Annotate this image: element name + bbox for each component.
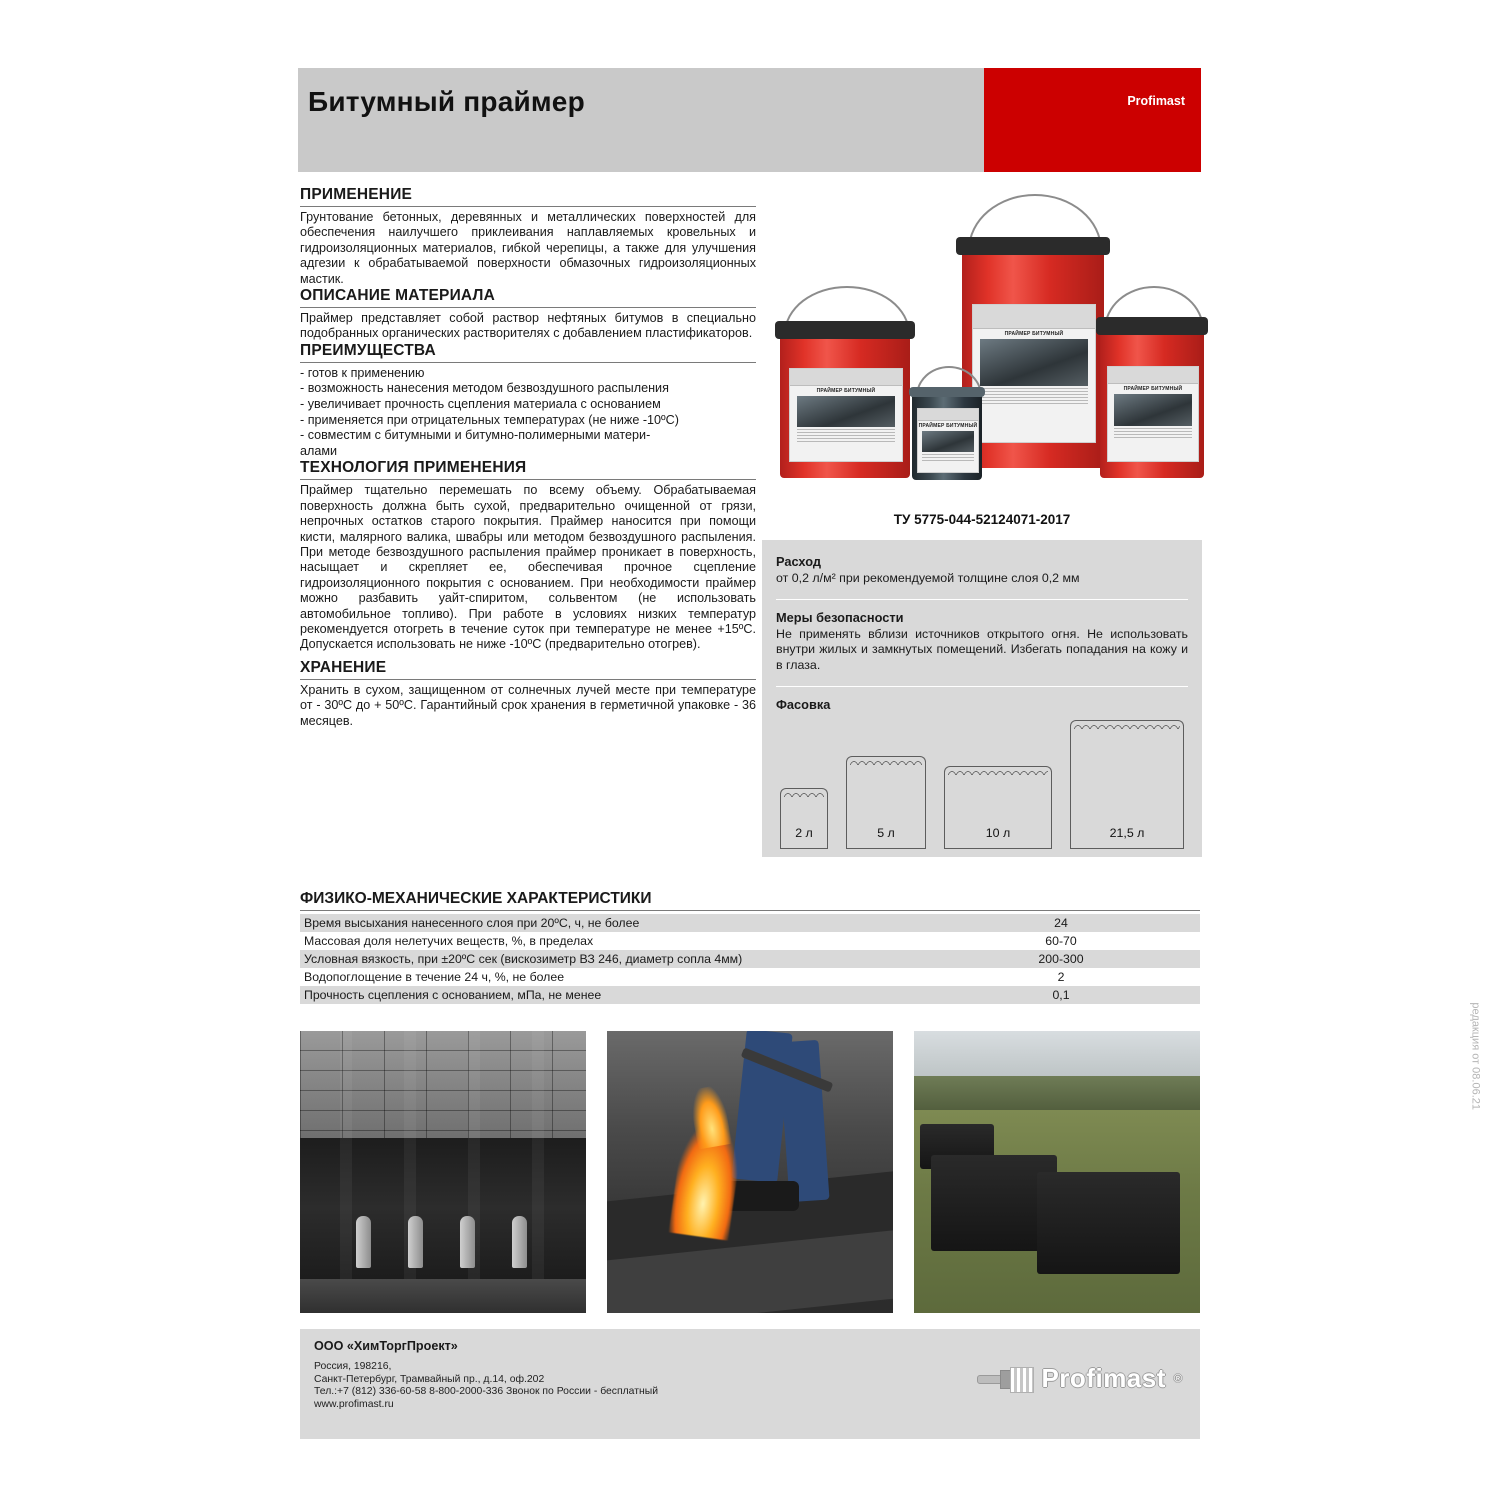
info-panel <box>762 540 1202 857</box>
photo-strip <box>300 1031 1200 1313</box>
label-photo <box>980 339 1087 386</box>
tu-code: ТУ 5775-044-52124071-2017 <box>893 512 1071 527</box>
spec-name: Массовая доля нелетучих веществ, %, в пределах <box>304 934 594 948</box>
info-panel-inner <box>762 540 1202 712</box>
label-header-strip <box>918 409 978 421</box>
spec-value: 24 <box>922 914 1200 932</box>
page-header <box>298 68 1201 172</box>
table-row <box>300 914 1200 932</box>
revision-note: редакция от 08.06.21 <box>1470 1002 1482 1110</box>
spec-name: Прочность сцепления с основанием, мПа, не менее <box>300 986 922 1004</box>
package-volume-label: 5 л <box>877 826 895 840</box>
company-name: ООО «ХимТоргПроект» <box>314 1339 458 1353</box>
section-heading-technology: ТЕХНОЛОГИЯ ПРИМЕНЕНИЯ <box>300 459 756 480</box>
section-text-description: Праймер представляет собой раствор нефтяных битумов в специально подобранных органических растворителях с добавлением пластификаторов. <box>300 311 756 341</box>
brand-name: Profimast <box>1127 94 1185 108</box>
spec-name: Водопоглощение в течение 24 ч, %, не более <box>304 970 565 984</box>
section-heading-description: ОПИСАНИЕ МАТЕРИАЛА <box>300 287 756 308</box>
package-can-10l <box>944 775 1052 849</box>
bucket-label <box>1107 366 1198 462</box>
table-row <box>300 968 1200 986</box>
consumption-text: от 0,2 л/м² при рекомендуемой толщине слоя 0,2 мм <box>776 571 1080 585</box>
section-heading-advantages: ПРЕИМУЩЕСТВА <box>300 342 756 363</box>
section-text-application: Грунтование бетонных, деревянных и металлических поверхностей для обеспечения наилучшего приклеивания наплавляемых кровельных и гидроизоляционных материалов, гибкой черепицы, а также для улучшения адгезии к обрабатываемой поверхности обмазочных гидроизоляционных мастик. <box>300 210 756 286</box>
section-text-storage: Хранить в сухом, защищенном от солнечных лучей месте при температуре от - 30ºС до + 50ºС. Гарантийный срок хранения в герметичной упаковке - 36 месяцев. <box>300 682 756 728</box>
consumption-heading: Расход <box>776 554 822 569</box>
photo-torch-application <box>607 1031 893 1313</box>
package-can-2l <box>780 797 828 849</box>
spec-name: Условная вязкость, при ±20ºС сек (вискозиметр ВЗ 246, диаметр сопла 4мм) <box>300 950 922 968</box>
address-line: Россия, 198216, <box>314 1361 392 1372</box>
spec-value: 60-70 <box>1045 934 1077 948</box>
photo-ground <box>300 1279 586 1313</box>
registered-trademark-icon: ® <box>1173 1372 1182 1385</box>
list-item: - готов к применению <box>300 365 425 380</box>
section-heading-storage: ХРАНЕНИЕ <box>300 659 756 680</box>
label-text-lines <box>922 454 975 461</box>
list-item: алами <box>300 443 338 458</box>
list-item: - совместим с битумными и битумно-полимерными матери- <box>300 428 651 443</box>
can-rim <box>846 756 927 766</box>
table-row <box>300 932 1200 950</box>
list-item: - возможность нанесения методом безвоздушного распыления <box>300 381 669 396</box>
specs-section <box>300 890 1200 1004</box>
paint-brush-icon <box>977 1366 1033 1392</box>
label-header-strip <box>973 305 1095 329</box>
tin-lid <box>909 387 985 397</box>
spec-value: 2 <box>1057 970 1065 984</box>
label-header-strip <box>1108 367 1197 384</box>
package-can-5l <box>846 765 926 849</box>
label-header-strip <box>790 369 902 386</box>
address-line: Тел.:+7 (812) 336-60-58 8-800-2000-336 Звонок по России - бесплатный <box>314 1386 659 1398</box>
specs-heading: ФИЗИКО-МЕХАНИЧЕСКИЕ ХАРАКТЕРИСТИКИ <box>300 890 1200 911</box>
list-item: - применяется при отрицательных температурах (не ниже -10ºС) <box>300 412 679 427</box>
package-volume-label: 10 л <box>985 826 1011 840</box>
label-title: ПРАЙМЕР БИТУМНЫЙ <box>1004 331 1064 338</box>
product-photo <box>762 218 1202 490</box>
section-text-technology: Праймер тщательно перемешать по всему объему. Обрабатываемая поверхность должна быть сухой, предварительно очищенной от грязи, непрочных остатков старого покрытия. Праймер наносится при помощи кисти, малярного валика, швабры или методом безвоздушного распыления. При методе безвоздушного распыления праймер проникает в поверхность, насыщает и скрепляет ее, обеспечивая прочное сцепление гидроизоляционного покрытия с основанием. При необходимости праймер можно разбавить уайт-спиритом, сольвентом (не использовать автомобильное топливо). При работе в условиях низких температур рекомендуется отогреть в течение суток при температуре не менее +15ºС. Допускается использовать не ниже -10ºС (предварительно отогрев). <box>300 483 756 652</box>
address-line: Санкт-Петербург, Трамвайный пр., д.14, оф.202 <box>314 1373 545 1385</box>
bucket-lid <box>775 321 915 339</box>
package-can-21l <box>1070 729 1184 849</box>
footer-logo <box>977 1363 1182 1394</box>
bucket-label <box>972 304 1096 444</box>
package-volume-label: 21,5 л <box>1109 826 1145 840</box>
bucket-lid <box>1096 317 1208 335</box>
company-address <box>314 1361 658 1411</box>
left-column <box>300 186 756 729</box>
safety-heading: Меры безопасности <box>776 610 904 626</box>
packaging-heading: Фасовка <box>776 696 831 712</box>
label-text-lines <box>797 429 895 442</box>
website-link[interactable]: www.profimast.ru <box>314 1398 394 1410</box>
bucket-lid <box>956 237 1109 255</box>
label-photo <box>922 431 975 453</box>
divider <box>776 686 1188 687</box>
packaging-sizes <box>776 709 1188 849</box>
header-gray-bar <box>298 68 988 172</box>
spec-value: 0,1 <box>922 986 1200 1004</box>
package-volume-label: 2 л <box>795 826 813 840</box>
page-footer <box>300 1329 1200 1439</box>
bucket-label <box>789 368 903 462</box>
spec-value: 200-300 <box>922 950 1200 968</box>
can-rim <box>1070 720 1185 730</box>
product-bucket-10l <box>780 330 910 478</box>
label-text-lines <box>1114 428 1193 438</box>
label-title: ПРАЙМЕР БИТУМНЫЙ <box>1123 385 1183 392</box>
photo-coated-block <box>1037 1172 1180 1274</box>
table-row <box>300 986 1200 1004</box>
photo-waterproofed-wall <box>300 1031 586 1313</box>
product-tin-2l <box>912 392 982 480</box>
specs-table <box>300 914 1200 1004</box>
logo-wordmark: Profimast <box>1041 1363 1166 1393</box>
can-rim <box>944 766 1053 776</box>
label-photo <box>1114 394 1193 426</box>
list-item: - увеличивает прочность сцепления материала с основанием <box>300 397 661 412</box>
divider <box>776 599 1188 600</box>
advantages-list <box>300 366 756 460</box>
product-bucket-21l <box>962 246 1104 468</box>
table-row <box>300 950 1200 968</box>
spec-name: Время высыхания нанесенного слоя при 20ºС, ч, не более <box>300 914 922 932</box>
section-heading-application: ПРИМЕНЕНИЕ <box>300 186 756 207</box>
safety-text: Не применять вблизи источников открытого огня. Не использовать внутри жилых и замкнутых помещений. Избегать попадания на кожу и в глаза. <box>776 627 1188 672</box>
brand-box <box>984 68 1201 172</box>
photo-coated-foundation <box>914 1031 1200 1313</box>
product-bucket-5l <box>1100 326 1204 478</box>
page-title: Битумный праймер <box>308 86 585 117</box>
tin-label <box>917 408 979 473</box>
can-rim <box>780 788 829 798</box>
label-title: ПРАЙМЕР БИТУМНЫЙ <box>918 422 978 429</box>
label-photo <box>797 396 895 427</box>
label-title: ПРАЙМЕР БИТУМНЫЙ <box>816 388 876 395</box>
label-text-lines <box>980 388 1087 404</box>
